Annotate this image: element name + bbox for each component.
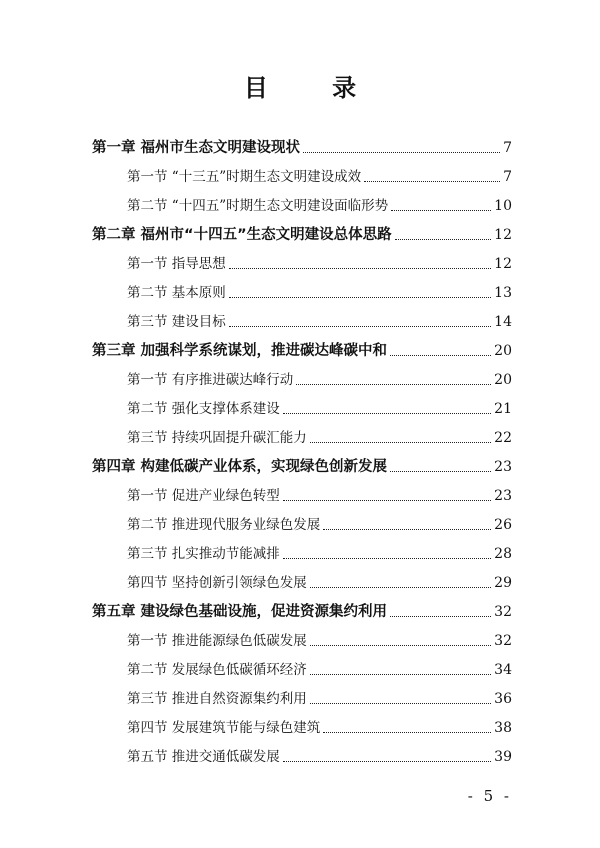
toc-entry-label: 第四节 发展建筑节能与绿色建筑 [127, 720, 321, 736]
toc-entry-section[interactable] [127, 161, 512, 187]
toc-entry-chapter[interactable] [92, 335, 512, 361]
dot-leader [283, 500, 491, 501]
toc-entry-section[interactable] [127, 538, 512, 564]
toc-page-number: 10 [494, 198, 512, 214]
toc-entry-label: 第三章 加强科学系统谋划，推进碳达峰碳中和 [92, 343, 388, 359]
dot-leader [323, 529, 491, 530]
dot-leader [296, 384, 491, 385]
toc-page-number: 23 [494, 488, 512, 504]
toc-entry-section[interactable] [127, 509, 512, 535]
toc-entry-section[interactable] [127, 248, 512, 274]
toc-entry-section[interactable] [127, 654, 512, 680]
toc-entry-section[interactable] [127, 480, 512, 506]
toc-entry-section[interactable] [127, 364, 512, 390]
page-number-footer: - 5 - [467, 787, 512, 805]
dot-leader [283, 558, 491, 559]
toc-entry-label: 第四节 坚持创新引领绿色发展 [127, 575, 307, 591]
toc-entry-section[interactable] [127, 567, 512, 593]
toc-entry-label: 第三节 扎实推动节能减排 [127, 546, 280, 562]
dot-leader [390, 471, 491, 472]
toc-entry-label: 第一节 促进产业绿色转型 [127, 488, 280, 504]
toc-entry-label: 第三节 建设目标 [127, 314, 226, 330]
toc-entry-label: 第二节 推进现代服务业绿色发展 [127, 517, 321, 533]
toc-page-number: 14 [494, 314, 512, 330]
dot-leader [283, 413, 491, 414]
dot-leader [390, 616, 491, 617]
toc-entry-chapter[interactable] [92, 132, 512, 158]
toc-page-number: 22 [494, 430, 512, 446]
toc-entry-chapter[interactable] [92, 596, 512, 622]
toc-entry-section[interactable] [127, 422, 512, 448]
dot-leader [229, 297, 491, 298]
toc-page-number: 28 [494, 546, 512, 562]
dot-leader [391, 210, 491, 211]
toc-page-number: 20 [494, 372, 512, 388]
toc-entry-label: 第三节 推进自然资源集约利用 [127, 691, 307, 707]
toc-page-number: 12 [494, 227, 512, 243]
dot-leader [229, 326, 491, 327]
toc-page-number: 32 [494, 604, 512, 620]
toc-entry-section[interactable] [127, 683, 512, 709]
toc-entry-label: 第二节 强化支撑体系建设 [127, 401, 280, 417]
toc-entry-section[interactable] [127, 712, 512, 738]
dot-leader [303, 152, 500, 153]
toc-entry-section[interactable] [127, 741, 512, 767]
toc-page-number: 38 [494, 720, 512, 736]
toc-entry-chapter[interactable] [92, 219, 512, 245]
toc-entry-label: 第一节 “十三五”时期生态文明建设成效 [127, 169, 362, 185]
toc-page-number: 12 [494, 256, 512, 272]
toc-entry-label: 第一节 指导思想 [127, 256, 226, 272]
toc-entry-label: 第四章 构建低碳产业体系，实现绿色创新发展 [92, 459, 388, 475]
toc-page-number: 32 [494, 633, 512, 649]
toc-page-number: 39 [494, 749, 512, 765]
dot-leader [229, 268, 491, 269]
dot-leader [390, 355, 491, 356]
dot-leader [364, 181, 500, 182]
toc-entry-label: 第二章 福州市“十四五”生态文明建设总体思路 [92, 227, 392, 243]
toc-entry-section[interactable] [127, 277, 512, 303]
toc-entry-label: 第一节 有序推进碳达峰行动 [127, 372, 294, 388]
toc-entry-label: 第二节 基本原则 [127, 285, 226, 301]
dot-leader [310, 674, 491, 675]
dot-leader [323, 732, 491, 733]
dot-leader [310, 442, 491, 443]
toc-entry-section[interactable] [127, 306, 512, 332]
toc-entry-label: 第三节 持续巩固提升碳汇能力 [127, 430, 307, 446]
toc-page-number: 20 [494, 343, 512, 359]
toc-entry-label: 第二节 “十四五”时期生态文明建设面临形势 [127, 198, 389, 214]
toc-page-number: 29 [494, 575, 512, 591]
toc-entry-section[interactable] [127, 393, 512, 419]
toc-entry-label: 第一节 推进能源绿色低碳发展 [127, 633, 307, 649]
toc-entry-section[interactable] [127, 190, 512, 216]
toc-page-number: 36 [494, 691, 512, 707]
toc-entry-label: 第一章 福州市生态文明建设现状 [92, 140, 301, 156]
toc-page-number: 21 [494, 401, 512, 417]
dot-leader [395, 239, 492, 240]
toc-page-number: 7 [503, 169, 512, 185]
toc-page-number: 23 [494, 459, 512, 475]
page-title: 目 录 [243, 74, 385, 102]
toc-page-number: 13 [494, 285, 512, 301]
dot-leader [310, 645, 491, 646]
toc-entry-section[interactable] [127, 625, 512, 651]
toc-page-number: 7 [503, 140, 512, 156]
dot-leader [283, 761, 491, 762]
dot-leader [310, 587, 491, 588]
toc-entry-label: 第五节 推进交通低碳发展 [127, 749, 280, 765]
toc-entry-label: 第二节 发展绿色低碳循环经济 [127, 662, 307, 678]
toc-page-number: 26 [494, 517, 512, 533]
toc-entry-label: 第五章 建设绿色基础设施，促进资源集约利用 [92, 604, 388, 620]
toc-entry-chapter[interactable] [92, 451, 512, 477]
dot-leader [310, 703, 491, 704]
toc-page-number: 34 [494, 662, 512, 678]
